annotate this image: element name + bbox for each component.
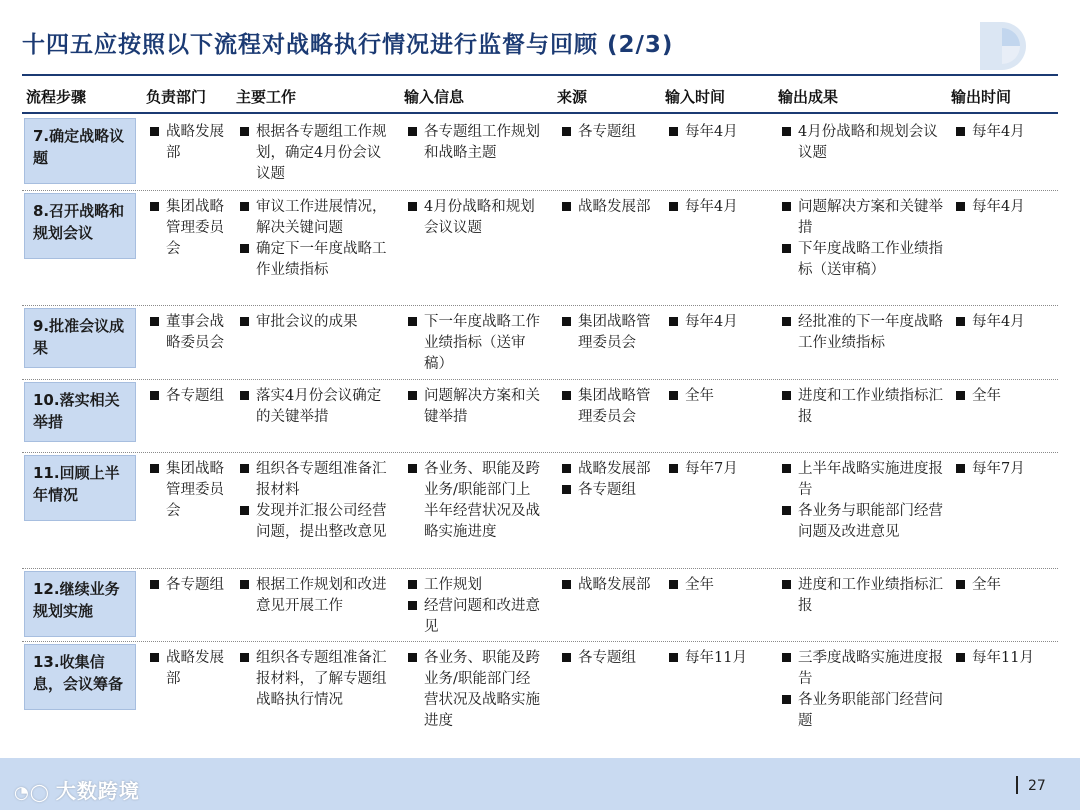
bullet-item: 各专题组: [560, 122, 656, 143]
cell-work: [238, 648, 388, 711]
bullet-item: 每年7月: [954, 459, 1060, 480]
bullet-item: 下年度战略工作业绩指标（送审稿）: [780, 239, 950, 281]
process-step-label: 13.收集信息，会议筹备: [24, 644, 136, 710]
cell-work: [238, 386, 388, 428]
process-step-label: 10.落实相关举措: [24, 382, 136, 442]
bullet-item: 战略发展部: [148, 122, 226, 164]
cell-output-time: [954, 648, 1060, 669]
cell-work: [238, 312, 388, 333]
bullet-item: 确定下一年度战略工作业绩指标: [238, 239, 388, 281]
bullet-item: 全年: [667, 575, 767, 596]
cell-source: [560, 197, 656, 218]
header-input: 输入信息: [404, 88, 465, 106]
bullet-item: 集团战略管理委员会: [560, 312, 656, 354]
table-row: [0, 642, 1080, 756]
bullet-item: 4月份战略和规划会议议题: [406, 197, 544, 239]
cell-source: [560, 386, 656, 428]
bullet-item: 每年4月: [667, 312, 767, 333]
cell-input-time: [667, 386, 767, 407]
footer-brand-text: 大数跨境: [55, 779, 140, 803]
cell-input: [406, 386, 544, 428]
table-row: [0, 453, 1080, 569]
bullet-item: 审批会议的成果: [238, 312, 388, 333]
cell-output-time: [954, 386, 1060, 407]
cell-output-time: [954, 312, 1060, 333]
page-number: 27: [1028, 778, 1046, 794]
bullet-item: 进度和工作业绩指标汇报: [780, 575, 950, 617]
cell-output: [780, 122, 950, 164]
bullet-item: 落实4月份会议确定的关键举措: [238, 386, 388, 428]
bullet-item: 三季度战略实施进度报告: [780, 648, 950, 690]
cell-dept: [148, 197, 226, 260]
header-step: 流程步骤: [26, 88, 87, 106]
cell-dept: [148, 386, 226, 407]
process-step-label: 12.继续业务规划实施: [24, 571, 136, 637]
cell-source: [560, 122, 656, 143]
bullet-item: 根据各专题组工作规划，确定4月份会议议题: [238, 122, 388, 185]
bullet-item: 各专题组: [560, 480, 656, 501]
process-table: [0, 116, 1080, 756]
bullet-item: 集团战略管理委员会: [560, 386, 656, 428]
bullet-item: 审议工作进展情况，解决关键问题: [238, 197, 388, 239]
bullet-item: 发现并汇报公司经营问题，提出整改意见: [238, 501, 388, 543]
cell-input: [406, 575, 544, 638]
cell-dept: [148, 459, 226, 522]
bullet-item: 上半年战略实施进度报告: [780, 459, 950, 501]
bullet-item: 根据工作规划和改进意见开展工作: [238, 575, 388, 617]
cell-input: [406, 197, 544, 239]
header-dept: 负责部门: [146, 88, 207, 106]
bullet-item: 董事会战略委员会: [148, 312, 226, 354]
header-work: 主要工作: [236, 88, 297, 106]
cell-input-time: [667, 312, 767, 333]
cell-input-time: [667, 122, 767, 143]
bullet-item: 各专题组工作规划和战略主题: [406, 122, 544, 164]
cell-input: [406, 459, 544, 543]
cell-output: [780, 575, 950, 617]
cell-dept: [148, 648, 226, 690]
bullet-item: 战略发展部: [560, 575, 656, 596]
bullet-item: 每年7月: [667, 459, 767, 480]
header-input-time: 输入时间: [665, 88, 726, 106]
cell-work: [238, 197, 388, 281]
bullet-item: 每年4月: [667, 122, 767, 143]
brand-mark-icon: ◔◯: [14, 783, 50, 803]
footer-bar: [0, 758, 1080, 810]
cell-output: [780, 312, 950, 354]
cell-source: [560, 459, 656, 501]
bullet-item: 组织各专题组准备汇报材料: [238, 459, 388, 501]
bullet-item: 集团战略管理委员会: [148, 459, 226, 522]
header-output: 输出成果: [778, 88, 839, 106]
cell-source: [560, 575, 656, 596]
bullet-item: 集团战略管理委员会: [148, 197, 226, 260]
cell-dept: [148, 122, 226, 164]
cell-output-time: [954, 575, 1060, 596]
cell-work: [238, 575, 388, 617]
cell-output-time: [954, 197, 1060, 218]
cell-source: [560, 648, 656, 669]
cell-source: [560, 312, 656, 354]
bullet-item: 战略发展部: [148, 648, 226, 690]
bullet-item: 每年4月: [954, 312, 1060, 333]
table-row: [0, 306, 1080, 380]
page-title: 十四五应按照以下流程对战略执行情况进行监督与回顾 (2/3): [22, 32, 674, 58]
process-step-label: 9.批准会议成果: [24, 308, 136, 368]
table-header: [0, 86, 1080, 110]
table-row: [0, 191, 1080, 306]
bullet-item: 每年11月: [667, 648, 767, 669]
cell-work: [238, 459, 388, 543]
bullet-item: 工作规划: [406, 575, 544, 596]
bullet-item: 经营问题和改进意见: [406, 596, 544, 638]
header-source: 来源: [557, 88, 588, 106]
cell-dept: [148, 312, 226, 354]
bullet-item: 战略发展部: [560, 459, 656, 480]
cell-input-time: [667, 459, 767, 480]
cell-input: [406, 122, 544, 164]
process-step-label: 11.回顾上半年情况: [24, 455, 136, 521]
bullet-item: 全年: [667, 386, 767, 407]
table-row: [0, 380, 1080, 453]
cell-dept: [148, 575, 226, 596]
bullet-item: 各业务与职能部门经营问题及改进意见: [780, 501, 950, 543]
cell-input: [406, 648, 544, 732]
bullet-item: 经批准的下一年度战略工作业绩指标: [780, 312, 950, 354]
process-step-label: 7.确定战略议题: [24, 118, 136, 184]
page-number-divider: [1016, 776, 1018, 794]
bullet-item: 各业务、职能及跨业务/职能部门上半年经营状况及战略实施进度: [406, 459, 544, 543]
bullet-item: 4月份战略和规划会议议题: [780, 122, 950, 164]
bullet-item: 战略发展部: [560, 197, 656, 218]
brand-logo-icon: [972, 18, 1038, 74]
bullet-item: 各专题组: [148, 386, 226, 407]
footer-brand: [14, 775, 140, 804]
cell-input-time: [667, 197, 767, 218]
bullet-item: 每年11月: [954, 648, 1060, 669]
bullet-item: 每年4月: [954, 122, 1060, 143]
process-step-label: 8.召开战略和规划会议: [24, 193, 136, 259]
bullet-item: 全年: [954, 386, 1060, 407]
title-divider: [22, 74, 1058, 76]
bullet-item: 组织各专题组准备汇报材料，了解专题组战略执行情况: [238, 648, 388, 711]
bullet-item: 下一年度战略工作业绩指标（送审稿）: [406, 312, 544, 375]
cell-output-time: [954, 459, 1060, 480]
cell-work: [238, 122, 388, 185]
bullet-item: 进度和工作业绩指标汇报: [780, 386, 950, 428]
cell-input-time: [667, 648, 767, 669]
header-divider: [22, 112, 1058, 114]
bullet-item: 问题解决方案和关键举措: [780, 197, 950, 239]
cell-output: [780, 648, 950, 732]
bullet-item: 各专题组: [148, 575, 226, 596]
cell-output-time: [954, 122, 1060, 143]
table-row: [0, 569, 1080, 642]
bullet-item: 每年4月: [954, 197, 1060, 218]
bullet-item: 各业务职能部门经营问题: [780, 690, 950, 732]
bullet-item: 每年4月: [667, 197, 767, 218]
cell-input-time: [667, 575, 767, 596]
bullet-item: 全年: [954, 575, 1060, 596]
header-output-time: 输出时间: [951, 88, 1012, 106]
bullet-item: 各业务、职能及跨业务/职能部门经营状况及战略实施进度: [406, 648, 544, 732]
cell-input: [406, 312, 544, 375]
bullet-item: 问题解决方案和关键举措: [406, 386, 544, 428]
cell-output: [780, 197, 950, 281]
cell-output: [780, 459, 950, 543]
table-row: [0, 116, 1080, 191]
cell-output: [780, 386, 950, 428]
bullet-item: 各专题组: [560, 648, 656, 669]
